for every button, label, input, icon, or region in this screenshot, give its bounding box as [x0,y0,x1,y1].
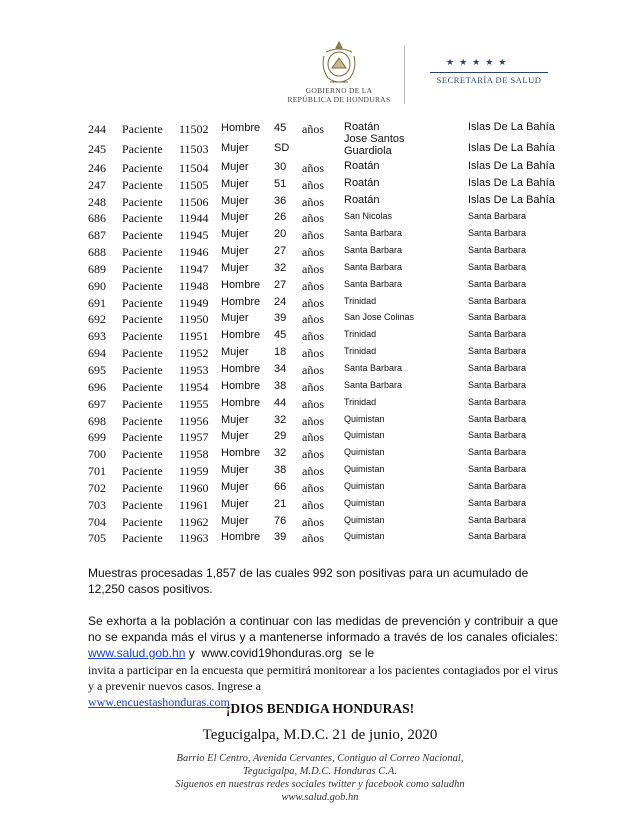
cell-num: 692 [88,312,106,327]
cell-anos: años [302,245,324,260]
cell-age: 38 [274,379,287,392]
cell-sex: Hombre [221,447,261,460]
cell-anos: años [302,413,324,428]
cell-age: 76 [274,514,287,527]
cell-anos: años [302,464,324,479]
cell-age: 39 [274,312,287,325]
exhort-paragraph [88,613,558,661]
table-row [88,327,608,344]
table-row [88,445,608,462]
covid-site-text: www.covid19honduras.org [201,646,343,660]
cell-city: Santa Barbara [344,245,403,256]
cell-pac: Paciente [122,514,163,529]
cell-sex: Hombre [221,531,261,544]
cell-city: Trinidad [344,295,377,306]
cell-anos: años [302,160,324,175]
cell-anos: años [302,312,324,327]
cell-pac: Paciente [122,245,163,260]
cell-anos: años [302,430,324,445]
cell-sex: Hombre [221,122,261,134]
cell-num: 248 [88,194,106,209]
government-line-1: GOBIERNO DE LA [305,86,373,95]
letterhead [0,0,640,118]
cell-num: 690 [88,278,106,293]
cases-table [88,120,608,546]
table-row [88,529,608,546]
cell-age: 45 [274,122,287,134]
cell-num: 704 [88,514,106,529]
cell-sex: Mujer [221,346,249,359]
cell-city: Quimistan [344,464,385,475]
cell-case: 11953 [179,362,209,377]
table-row [88,462,608,479]
table-row [88,395,608,412]
cell-city: Roatán [344,121,380,133]
cell-num: 702 [88,480,106,495]
cell-city: Quimistan [344,480,385,491]
cell-sex: Hombre [221,379,261,392]
cell-city: Quimistan [344,497,385,508]
cell-dept: Santa Barbara [468,396,527,407]
table-row [88,277,608,294]
cell-dept: Islas De La Bahía [468,121,555,133]
cell-pac: Paciente [122,329,163,344]
cell-city: Quimistan [344,531,385,542]
cell-pac: Paciente [122,228,163,243]
table-row [88,513,608,530]
table-row [88,260,608,277]
cell-num: 697 [88,396,106,411]
cell-pac: Paciente [122,295,163,310]
cell-num: 698 [88,413,106,428]
cell-dept: Santa Barbara [468,514,527,525]
cell-sex: Mujer [221,413,249,426]
cell-anos: años [302,228,324,243]
cell-anos: años [302,480,324,495]
cell-dept: Santa Barbara [468,531,527,542]
cell-dept: Islas De La Bahía [468,176,555,189]
cell-anos: años [302,531,324,546]
cell-pac: Paciente [122,447,163,462]
cell-num: 244 [88,122,106,136]
cell-num: 705 [88,531,106,546]
cell-city: Santa Barbara [344,362,403,373]
cell-sex: Mujer [221,245,249,258]
cell-num: 699 [88,430,106,445]
cell-case: 11959 [179,464,209,479]
cell-age: 38 [274,464,287,477]
cell-sex: Hombre [221,278,261,291]
government-name [276,86,402,104]
table-row [88,412,608,429]
cell-pac: Paciente [122,346,163,361]
cell-dept: Santa Barbara [468,211,527,222]
cell-pac: Paciente [122,497,163,512]
cell-dept: Santa Barbara [468,497,527,508]
cell-case: 11963 [179,531,209,546]
cell-anos: años [302,278,324,293]
stars-icon: ★★★★★ [446,58,512,68]
cell-dept: Santa Barbara [468,278,527,289]
cell-sex: Hombre [221,396,261,409]
cell-case: 11503 [179,141,209,156]
cell-num: 701 [88,464,106,479]
government-line-2: REPÚBLICA DE HONDURAS [287,95,391,104]
cell-case: 11950 [179,312,209,327]
cell-dept: Santa Barbara [468,379,527,390]
cell-city: Quimistan [344,413,385,424]
table-row [88,479,608,496]
cell-case: 11949 [179,295,209,310]
cell-num: 693 [88,329,106,344]
exhort-se-le: se le [348,646,375,660]
cell-pac: Paciente [122,160,163,175]
cell-pac: Paciente [122,211,163,226]
cell-age: 36 [274,194,287,207]
cell-city: Santa Barbara [344,278,403,289]
table-row [88,361,608,378]
cell-sex: Mujer [221,312,249,325]
cell-num: 695 [88,362,106,377]
table-row [88,344,608,361]
cell-case: 11948 [179,278,209,293]
cell-case: 11960 [179,480,209,495]
cell-city: Roatán [344,159,380,172]
cell-anos: años [302,122,324,136]
cell-anos: años [302,447,324,462]
cell-sex: Hombre [221,362,261,375]
coat-of-arms-icon [318,38,360,88]
cell-sex: Mujer [221,194,249,207]
cell-num: 691 [88,295,106,310]
footer-line-2: Tegucigalpa, M.D.C. Honduras C.A. [243,766,397,777]
cell-pac: Paciente [122,396,163,411]
cell-case: 11962 [179,514,209,529]
cell-city: Santa Barbara [344,261,403,272]
cell-anos: años [302,396,324,411]
cell-city: Quimistan [344,447,385,458]
cell-dept: Santa Barbara [468,329,527,340]
table-row [88,226,608,243]
cell-pac: Paciente [122,464,163,479]
cell-age: 39 [274,531,287,544]
cell-case: 11505 [179,177,209,192]
cell-age: 27 [274,278,287,291]
cell-sex: Mujer [221,141,249,154]
cell-dept: Santa Barbara [468,295,527,306]
cell-case: 11961 [179,497,209,512]
cell-case: 11945 [179,228,209,243]
cell-case: 11944 [179,211,209,226]
cell-anos: años [302,346,324,361]
cell-age: 20 [274,228,287,241]
cell-anos: años [302,211,324,226]
cell-sex: Hombre [221,295,261,308]
cell-dept: Santa Barbara [468,464,527,475]
cell-sex: Mujer [221,261,249,274]
cell-dept: Santa Barbara [468,430,527,441]
summary-paragraph: Muestras procesadas 1,857 de las cuales 992 son positivas para un acumulado de 12,250 casos positivos. [88,566,529,596]
cell-case: 11951 [179,329,209,344]
cell-case: 11947 [179,261,209,276]
cell-case: 11946 [179,245,209,260]
exhort-and: y [188,646,195,660]
cell-city: Santa Barbara [344,228,403,239]
cell-dept: Islas De La Bahía [468,141,555,154]
cell-city: San Jose Colinas [344,312,415,323]
cell-dept: Santa Barbara [468,346,527,357]
salud-link[interactable]: www.salud.gob.hn [88,646,186,660]
cell-anos: años [302,194,324,209]
cell-sex: Mujer [221,211,249,224]
cell-num: 246 [88,160,106,175]
cell-anos: años [302,295,324,310]
cell-dept: Santa Barbara [468,261,527,272]
cell-sex: Mujer [221,160,249,173]
exhort-text: Se exhorta a la población a continuar con las medidas de prevención y contribuir a que no se expanda más el virus y a mantenerse informado a través de los canales oficiales: [88,614,558,644]
footer-line-3: Siguenos en nuestras redes sociales twitter y facebook como saludhn [175,779,465,790]
cell-age: SD [274,141,290,154]
cell-city: Trinidad [344,329,377,340]
cell-sex: Mujer [221,464,249,477]
cell-case: 11504 [179,160,209,175]
cell-age: 27 [274,245,287,258]
cell-num: 694 [88,346,106,361]
cell-city: Roatán [344,193,380,206]
cell-age: 34 [274,362,287,375]
cell-num: 689 [88,261,106,276]
cell-sex: Hombre [221,329,261,342]
cell-sex: Mujer [221,430,249,443]
cell-city: Trinidad [344,346,377,357]
cell-num: 696 [88,379,106,394]
cell-pac: Paciente [122,141,163,156]
cell-dept: Santa Barbara [468,362,527,373]
cell-dept: Santa Barbara [468,447,527,458]
header-divider [404,46,405,104]
table-row [88,310,608,327]
cell-case: 11958 [179,447,209,462]
cell-city: Santa Barbara [344,379,403,390]
cell-city: San Nicolas [344,211,393,222]
cell-pac: Paciente [122,177,163,192]
cell-age: 51 [274,177,287,190]
cell-age: 32 [274,413,287,426]
footer-address [0,752,640,804]
table-row [88,176,608,193]
footer-line-4: www.salud.gob.hn [281,792,359,803]
cell-dept: Santa Barbara [468,312,527,323]
cell-case: 11957 [179,430,209,445]
cell-case: 11956 [179,413,209,428]
cell-sex: Mujer [221,228,249,241]
cell-sex: Mujer [221,497,249,510]
cell-age: 24 [274,295,287,308]
cell-city: Quimistan [344,430,385,441]
cell-age: 21 [274,497,287,510]
cell-age: 32 [274,447,287,460]
cell-anos: años [302,379,324,394]
cell-pac: Paciente [122,312,163,327]
cell-num: 703 [88,497,106,512]
table-row [88,209,608,226]
cell-case: 11506 [179,194,209,209]
cell-num: 247 [88,177,106,192]
cell-dept: Islas De La Bahía [468,193,555,206]
cell-pac: Paciente [122,278,163,293]
cell-pac: Paciente [122,531,163,546]
cell-city: Quimistan [344,514,385,525]
cell-pac: Paciente [122,362,163,377]
cell-pac: Paciente [122,413,163,428]
cell-sex: Mujer [221,514,249,527]
table-row [88,243,608,260]
cell-age: 18 [274,346,287,359]
cell-pac: Paciente [122,194,163,209]
cell-num: 700 [88,447,106,462]
table-row [88,294,608,311]
cell-age: 29 [274,430,287,443]
table-row [88,428,608,445]
cell-num: 245 [88,141,106,156]
cell-age: 32 [274,261,287,274]
cell-age: 26 [274,211,287,224]
cell-dept: Islas De La Bahía [468,159,555,172]
table-row [88,132,608,159]
cell-case: 11952 [179,346,209,361]
cell-age: 66 [274,480,287,493]
cell-pac: Paciente [122,122,163,136]
survey-text: invita a participar en la encuesta que permitirá monitorear a los pacientes contagiados por el virus y a prevenir nuevos casos. Ingrese a [88,663,558,693]
cell-age: 45 [274,329,287,342]
cell-city: Jose Santos Guardiola [344,132,405,157]
cell-num: 686 [88,211,106,226]
secretariat-name: SECRETARÍA DE SALUD [436,75,542,85]
cell-case: 11954 [179,379,209,394]
blessing-heading: ¡DIOS BENDIGA HONDURAS! [225,701,415,716]
cell-age: 30 [274,160,287,173]
cell-case: 11502 [179,122,209,136]
cell-pac: Paciente [122,379,163,394]
dateline: Tegucigalpa, M.D.C. 21 de junio, 2020 [202,727,438,743]
cell-num: 688 [88,245,106,260]
table-row [88,193,608,210]
cell-pac: Paciente [122,261,163,276]
cell-anos: años [302,261,324,276]
cell-num: 687 [88,228,106,243]
table-row [88,496,608,513]
cell-dept: Santa Barbara [468,228,527,239]
secretariat-rule [430,72,548,73]
cell-sex: Mujer [221,480,249,493]
table-row [88,378,608,395]
cell-anos: años [302,329,324,344]
cell-anos: años [302,497,324,512]
cell-age: 44 [274,396,287,409]
survey-link[interactable]: www.encuestashonduras.com [88,695,230,709]
cell-dept: Santa Barbara [468,245,527,256]
footer-line-1: Barrio El Centro, Avenida Cervantes, Contiguo al Correo Nacional, [176,753,464,764]
cell-anos: años [302,514,324,529]
cell-anos: años [302,362,324,377]
cell-pac: Paciente [122,430,163,445]
cell-dept: Santa Barbara [468,480,527,491]
table-row [88,159,608,176]
cell-dept: Santa Barbara [468,413,527,424]
cell-case: 11955 [179,396,209,411]
cell-sex: Mujer [221,177,249,190]
cell-anos: años [302,177,324,192]
cell-pac: Paciente [122,480,163,495]
cell-city: Trinidad [344,396,377,407]
cell-city: Roatán [344,176,380,189]
